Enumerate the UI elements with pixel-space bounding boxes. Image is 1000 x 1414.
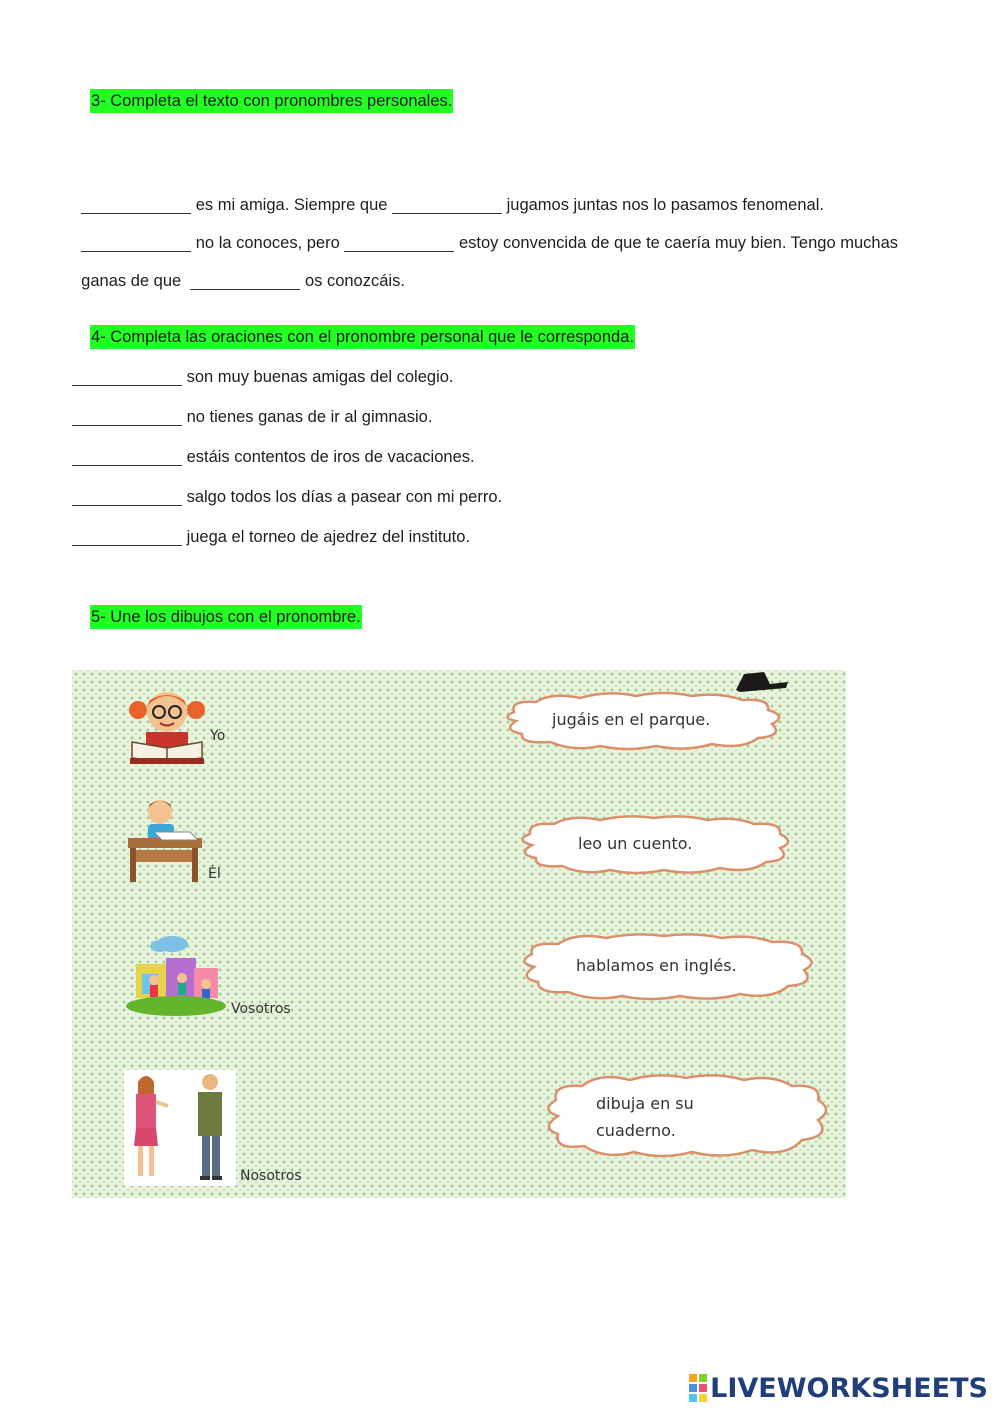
- sentence-row: [72, 525, 470, 549]
- brand-text: LIVEWORKSHEETS: [710, 1372, 988, 1404]
- sentence-text: no tienes ganas de ir al gimnasio.: [182, 408, 433, 426]
- text-fragment: estoy convencida de que te caería muy bien. Tengo muchas: [454, 234, 898, 252]
- blank-input[interactable]: [72, 449, 182, 466]
- boy-at-desk-icon[interactable]: [124, 794, 208, 886]
- sentence-row: [72, 365, 454, 389]
- text-fragment: jugamos juntas nos lo pasamos fenomenal.: [502, 196, 824, 214]
- exercise-4-heading: 4- Completa las oraciones con el pronombre personal que le corresponda.: [90, 325, 635, 349]
- hat-decoration-icon: [730, 670, 792, 692]
- sentence-text: juega el torneo de ajedrez del instituto.: [182, 528, 471, 546]
- pronoun-label: Yo: [210, 728, 226, 744]
- text-fragment: es mi amiga. Siempre que: [191, 196, 393, 214]
- exercise-5-heading: 5- Une los dibujos con el pronombre.: [90, 605, 362, 629]
- sentence-cloud[interactable]: [540, 1072, 832, 1160]
- liveworksheets-logo: [689, 1371, 988, 1405]
- blank-input[interactable]: [72, 529, 182, 546]
- children-playground-icon[interactable]: [124, 934, 230, 1018]
- girl-reading-icon[interactable]: [124, 688, 210, 766]
- blank-input[interactable]: [190, 273, 300, 290]
- cloud-text: leo un cuento.: [578, 834, 693, 853]
- blank-input[interactable]: [72, 489, 182, 506]
- sentence-cloud[interactable]: [514, 932, 826, 1002]
- exercise-3-line-3: [72, 245, 405, 293]
- cloud-text: hablamos en inglés.: [576, 956, 737, 975]
- sentence-text: estáis contentos de iros de vacaciones.: [182, 448, 475, 466]
- pronoun-label: Nosotros: [240, 1168, 302, 1184]
- man-woman-talking-icon[interactable]: [124, 1070, 236, 1186]
- logo-squares-icon: [689, 1374, 707, 1402]
- pronoun-label: Él: [208, 866, 221, 882]
- sentence-row: [72, 445, 475, 469]
- sentence-row: [72, 405, 432, 429]
- sentence-text: son muy buenas amigas del colegio.: [182, 368, 454, 386]
- sentence-cloud[interactable]: [512, 814, 794, 876]
- exercise-3-heading: 3- Completa el texto con pronombres personales.: [90, 89, 453, 113]
- blank-input[interactable]: [72, 409, 182, 426]
- text-fragment: ganas de que: [81, 272, 186, 290]
- pronoun-label: Vosotros: [231, 1001, 291, 1017]
- matching-panel: [72, 670, 846, 1198]
- sentence-row: [72, 485, 502, 509]
- sentence-text: salgo todos los días a pasear con mi perro.: [182, 488, 503, 506]
- text-fragment: os conozcáis.: [300, 272, 405, 290]
- sentence-cloud[interactable]: [496, 690, 790, 752]
- cloud-text: dibuja en su cuaderno.: [596, 1094, 694, 1140]
- cloud-text: jugáis en el parque.: [552, 710, 711, 729]
- text-fragment: no la conoces, pero: [191, 234, 345, 252]
- blank-input[interactable]: [72, 369, 182, 386]
